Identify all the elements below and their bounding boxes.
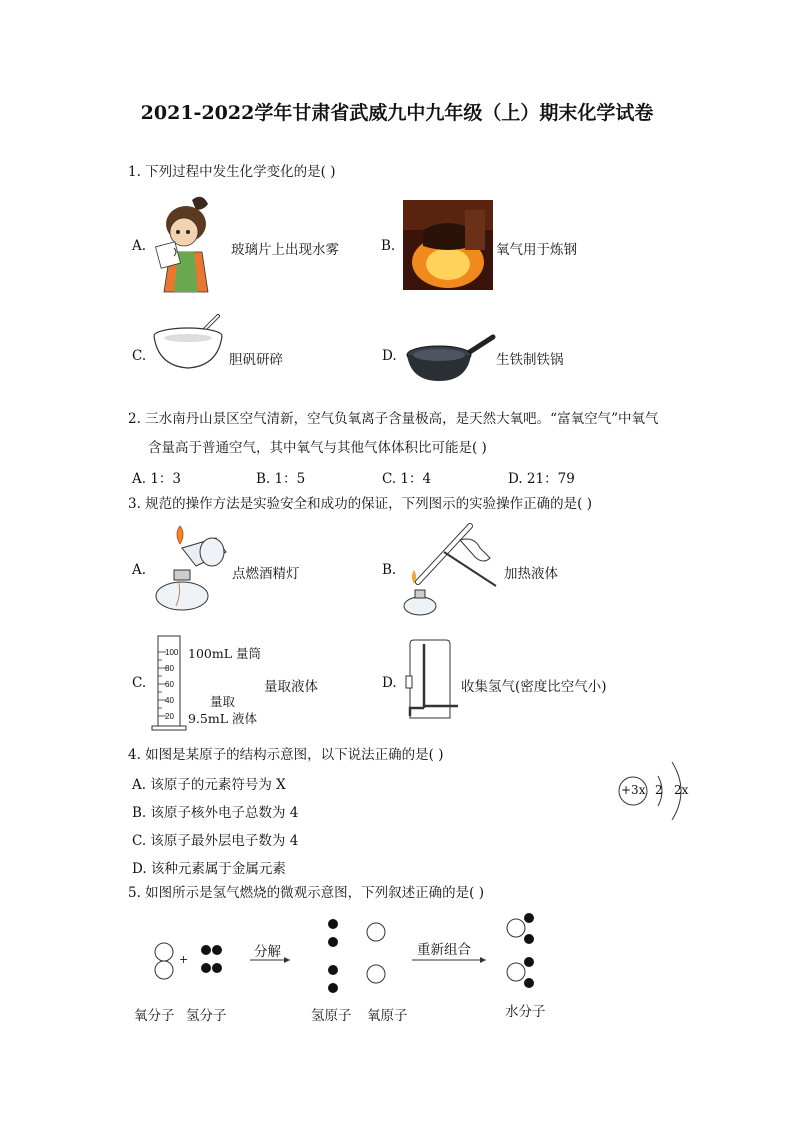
atom-nucleus-charge: +3x <box>621 783 646 797</box>
reaction-plus-sign: + <box>179 953 189 966</box>
cylinder-tick-100: 100 <box>165 648 179 657</box>
q3-option-d-text: 收集氢气(密度比空气小) <box>461 679 607 695</box>
q4-option-b: B. 该原子核外电子总数为 4 <box>132 805 299 821</box>
q3-option-a-letter: A. <box>132 562 147 578</box>
q1-option-b-letter: B. <box>381 238 396 254</box>
mortar-pestle-image <box>150 314 230 370</box>
q2-option-d: D. 21：79 <box>508 471 575 487</box>
q3-option-c-text: 量取液体 <box>264 679 318 695</box>
steelmaking-furnace-image <box>403 200 493 290</box>
iron-wok-image <box>405 333 497 385</box>
q1-option-d-letter: D. <box>382 348 397 364</box>
atom-shell2-electrons: 2x <box>674 783 689 797</box>
q1-option-c-text: 胆矾研碎 <box>229 352 283 368</box>
question-2-stem-line2: 含量高于普通空气，其中氧气与其他气体体积比可能是( ) <box>148 440 487 456</box>
q1-option-d-text: 生铁制铁锅 <box>496 352 564 368</box>
hydrogen-combustion-micro-diagram <box>140 908 560 998</box>
label-water-molecule: 水分子 <box>505 1004 546 1020</box>
cylinder-label-amount: 9.5mL 液体 <box>188 711 258 726</box>
question-5-stem: 5. 如图所示是氢气燃烧的微观示意图，下列叙述正确的是( ) <box>128 885 484 901</box>
cylinder-label-measure: 量取 <box>210 694 236 709</box>
q3-option-b-text: 加热液体 <box>504 566 558 582</box>
step-decompose-label: 分解 <box>254 944 281 960</box>
cylinder-label-volume: 100mL 量筒 <box>188 646 261 661</box>
q3-option-d-letter: D. <box>382 675 397 691</box>
page-title: 2021-2022学年甘肃省武威九中九年级（上）期末化学试卷 <box>140 102 654 124</box>
alcohol-lamp-lighting-image <box>152 526 232 612</box>
q2-option-a: A. 1：3 <box>132 471 182 487</box>
cylinder-tick-80: 80 <box>165 664 174 673</box>
label-hydrogen-molecule: 氢分子 <box>186 1008 227 1024</box>
atom-shell1-electrons: 2 <box>655 783 663 797</box>
q1-option-a-letter: A. <box>132 238 147 254</box>
cylinder-tick-20: 20 <box>165 712 174 721</box>
q1-option-b-text: 氧气用于炼钢 <box>496 242 577 258</box>
cylinder-tick-40: 40 <box>165 696 174 705</box>
q1-option-c-letter: C. <box>132 348 147 364</box>
q3-option-c-letter: C. <box>132 675 147 691</box>
question-4-stem: 4. 如图是某原子的结构示意图，以下说法正确的是( ) <box>128 747 444 763</box>
q3-option-b-letter: B. <box>382 562 397 578</box>
question-2-stem-line1: 2. 三水南丹山景区空气清新，空气负氧离子含量极高，是天然大氧吧。“富氧空气”中氧气 <box>128 411 659 427</box>
q4-option-a: A. 该原子的元素符号为 X <box>132 777 286 793</box>
label-oxygen-atom: 氧原子 <box>367 1008 408 1024</box>
q4-option-d: D. 该种元素属于金属元素 <box>132 861 286 877</box>
q2-option-c: C. 1：4 <box>382 471 432 487</box>
heating-liquid-test-tube-image <box>400 520 504 618</box>
cylinder-tick-labels <box>165 648 178 721</box>
q2-option-b: B. 1：5 <box>256 471 306 487</box>
q3-option-a-text: 点燃酒精灯 <box>232 566 300 582</box>
cylinder-tick-60: 60 <box>165 680 174 689</box>
girl-breathing-on-glass-image <box>152 194 224 296</box>
q1-option-a-text: 玻璃片上出现水雾 <box>231 242 339 258</box>
label-oxygen-molecule: 氧分子 <box>134 1008 175 1024</box>
q4-option-c: C. 该原子最外层电子数为 4 <box>132 833 299 849</box>
label-hydrogen-atom: 氢原子 <box>311 1008 352 1024</box>
gas-collection-bottle-image <box>404 636 462 726</box>
step-recombine-label: 重新组合 <box>417 942 471 958</box>
question-3-stem: 3. 规范的操作方法是实验安全和成功的保证，下列图示的实验操作正确的是( ) <box>128 496 592 512</box>
question-1-stem: 1. 下列过程中发生化学变化的是( ) <box>128 164 336 180</box>
